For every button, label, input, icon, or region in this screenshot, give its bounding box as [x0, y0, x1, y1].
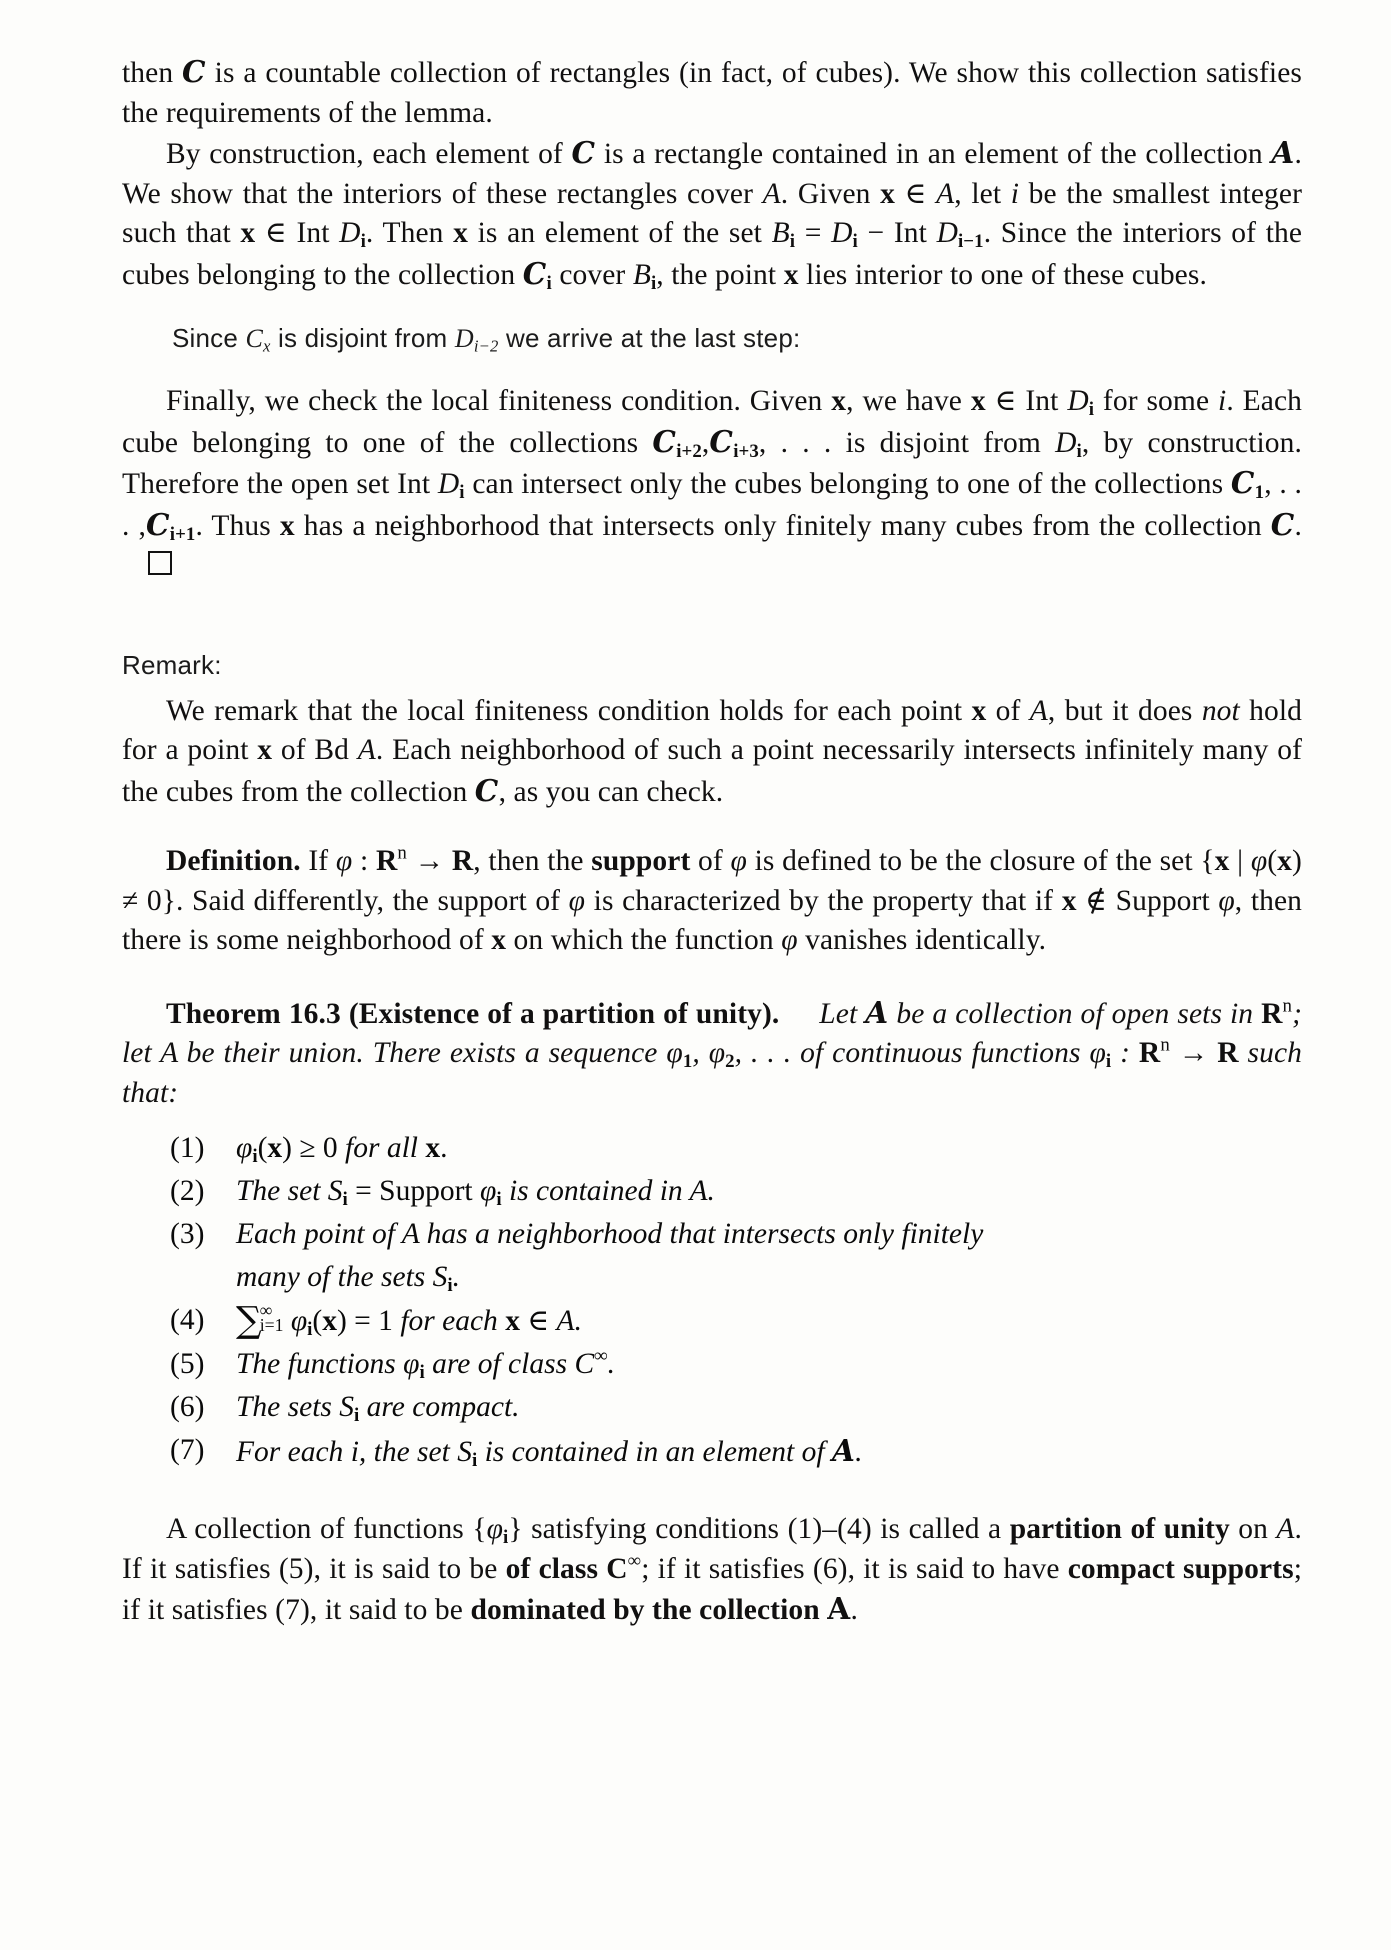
script-c-symbol: C — [145, 506, 170, 542]
vector-x: x — [257, 734, 273, 766]
p2-s10: is an element of the set — [468, 217, 772, 249]
sub-i: i — [1076, 440, 1082, 462]
vector-x: x — [971, 694, 987, 727]
period: . — [607, 1348, 615, 1380]
phi-symbol: φ — [708, 1037, 726, 1069]
var-a: A — [357, 734, 376, 766]
sub-i: i — [360, 230, 366, 252]
condition-2 — [170, 1170, 1302, 1213]
phi-symbol: φ — [486, 1513, 504, 1545]
sub-i: i — [1105, 1050, 1112, 1072]
var-a: A — [556, 1305, 575, 1337]
condition-3 — [170, 1213, 1302, 1299]
var-s: S — [432, 1261, 448, 1293]
vector-x: x — [831, 385, 847, 417]
thm-s6: , . . . of continuous functions — [734, 1037, 1090, 1069]
vector-x: x — [491, 924, 507, 956]
thm-s8: such that: — [122, 1037, 1303, 1109]
sup-n: n — [397, 842, 407, 864]
summation-limits — [260, 1302, 284, 1334]
sub-i: i — [459, 481, 465, 503]
sub-i: i — [789, 230, 796, 252]
p3-s8: can intersect only the cubes belonging to one of the collections — [464, 468, 1231, 500]
script-a-symbol: A — [865, 994, 889, 1030]
var-b: B — [632, 258, 651, 291]
thm-s2: be a collection of open sets in — [888, 997, 1262, 1030]
condition-number: (4) — [170, 1304, 205, 1336]
for-all-text: for all — [345, 1132, 418, 1164]
equals: = — [347, 1175, 380, 1207]
sub-i: i — [546, 272, 552, 294]
text-column — [122, 52, 1302, 1631]
phi-symbol: φ — [730, 845, 747, 877]
p2-s6: , let — [954, 177, 1011, 210]
sup-n: n — [1160, 1034, 1170, 1056]
theorem-gap — [779, 998, 819, 1030]
sub-i: i — [252, 1145, 258, 1167]
condition-number: (2) — [170, 1175, 205, 1207]
script-c-symbol: C — [709, 423, 734, 459]
annot-script-c: C — [245, 324, 264, 353]
condition-number: (1) — [170, 1132, 205, 1164]
paragraph-4-remark-body — [122, 692, 1302, 813]
p2-s15: , the point — [656, 258, 784, 291]
def-s12: on which the function — [506, 924, 782, 956]
var-s: S — [457, 1436, 472, 1468]
sub-1: 1 — [1254, 481, 1265, 503]
p4-s7: , as you can check. — [498, 775, 724, 808]
period: . — [574, 1305, 582, 1337]
p2-s5: ∈ — [894, 177, 937, 210]
p3-s9: . Thus — [195, 509, 280, 542]
cond3-line2: many of the sets $S_i$. — [236, 1261, 461, 1296]
conditions-list — [170, 1127, 1302, 1474]
sub-i: i — [342, 1188, 348, 1210]
support-bold: support — [591, 845, 691, 877]
sum-lower-limit: i=1 — [259, 1315, 284, 1335]
condition-1 — [170, 1127, 1302, 1170]
cond2-t2: is contained in — [501, 1175, 690, 1207]
var-s: S — [327, 1175, 343, 1207]
support-word: Support — [379, 1175, 480, 1207]
script-c-symbol: C — [652, 423, 677, 459]
vector-x: x — [783, 258, 799, 291]
cond6-t1: The sets — [236, 1391, 340, 1423]
paragraph-2 — [122, 133, 1302, 295]
sub-i: i — [471, 1449, 478, 1471]
annot1-pre: Since — [172, 323, 246, 353]
reals-symbol: R — [1217, 1037, 1239, 1069]
var-i: i — [1218, 385, 1227, 417]
p3-s6: is disjoint from — [831, 426, 1056, 459]
def-s3: , then the — [473, 845, 592, 877]
sub-i: i — [852, 230, 858, 252]
sum-upper-limit: ∞ — [259, 1300, 273, 1321]
condition-7 — [170, 1429, 1302, 1474]
thm-arrow: → — [1169, 1037, 1218, 1069]
partition-of-unity-bold: partition of unity — [1009, 1513, 1230, 1545]
p4-s5: of Bd — [272, 734, 358, 766]
sub-i: i — [354, 1404, 360, 1426]
cond7-t1: For each — [236, 1436, 351, 1468]
p3-s4: for some — [1094, 385, 1219, 417]
cond3-t2: has a neighborhood that intersects only finitely — [419, 1218, 984, 1250]
sub-i: i — [447, 1274, 453, 1296]
p3-comma: , — [701, 426, 710, 459]
def-s11: , then there is some neighborhood of — [122, 884, 1303, 956]
def-s9: is characterized by the property that if — [585, 884, 1062, 917]
condition-number: (6) — [170, 1391, 205, 1423]
p5-s2: } satisfying conditions (1)–(4) is called a — [508, 1513, 1010, 1545]
var-d: D — [1055, 426, 1077, 459]
elem-of: ∈ — [519, 1305, 557, 1337]
sub-i: i — [496, 1188, 502, 1210]
annot1-post: we arrive at the last step: — [498, 323, 801, 353]
vector-x: x — [505, 1305, 520, 1337]
phi-symbol: φ — [568, 884, 586, 917]
var-d: D — [831, 217, 853, 249]
summation-icon: ∑ — [236, 1300, 262, 1341]
sup-infinity: ∞ — [627, 1549, 642, 1571]
vector-x: x — [1214, 845, 1230, 877]
remark-label: Remark: — [122, 649, 222, 680]
thm-s4: be their union. There exists a sequence — [177, 1037, 667, 1069]
sup-n: n — [1282, 994, 1293, 1016]
phi-symbol: φ — [781, 924, 798, 956]
phi-symbol: φ — [236, 1132, 253, 1164]
sub-1: 1 — [682, 1050, 693, 1072]
condition-number: (7) — [170, 1434, 205, 1466]
compact-supports-bold: compact supports — [1067, 1552, 1294, 1585]
sub-i-plus-3: i+3 — [733, 440, 759, 462]
p4-s6: . Each neighborhood of such a point necessarily intersects infinitely many of the cubes from the collection — [122, 734, 1302, 808]
phi-symbol: φ — [1218, 884, 1235, 917]
paragraph-5 — [122, 1510, 1302, 1631]
of-class-bold: of class — [505, 1552, 607, 1585]
phi-symbol: φ — [290, 1305, 308, 1337]
cond6-t2: are compact. — [359, 1391, 520, 1423]
qed-box-icon — [148, 551, 172, 575]
p2-s2: is a rectangle contained in an element of the collection — [595, 138, 1272, 170]
condition-number: (3) — [170, 1218, 205, 1250]
var-d: D — [1067, 385, 1089, 417]
p5-s4: . If it satisfies (5), it is said to be — [122, 1513, 1302, 1585]
sub-i: i — [419, 1361, 425, 1383]
definition-label: Definition. — [166, 845, 301, 877]
sup-infinity: ∞ — [594, 1345, 608, 1367]
p2-s3: . We show that the interiors of these rectangles cover — [122, 138, 1302, 210]
reals-symbol: R — [451, 845, 474, 877]
script-a-symbol: A — [827, 1591, 851, 1626]
annotation-remark-label — [122, 648, 1302, 682]
p3-s3: ∈ Int — [985, 385, 1068, 417]
p3-ellipsis: , . . . — [758, 426, 832, 459]
p1-post: is a countable collection of rectangles (in fact, of cubes). We show this collection satisfies the requirements of the lemma. — [122, 57, 1302, 129]
var-d: D — [437, 468, 460, 500]
vector-x: x — [970, 385, 986, 417]
p3-s7: , by construction. Therefore the open set Int — [122, 426, 1302, 500]
def-s6: | — [1229, 845, 1251, 877]
vector-x: x — [453, 217, 468, 249]
var-i: i — [350, 1436, 359, 1468]
annot-sub-i-minus-2: i−2 — [473, 336, 499, 356]
p3-mid-ellipsis: , . . . , — [122, 468, 1303, 542]
script-c-symbol: C — [571, 135, 596, 170]
script-a-symbol: A — [831, 1433, 856, 1468]
paragraph-1 — [122, 52, 1302, 133]
sub-i: i — [307, 1318, 313, 1340]
vector-x: x — [279, 509, 295, 542]
vector-x: x — [1061, 884, 1077, 917]
p3-s11: . — [1294, 509, 1302, 542]
phi-symbol: φ — [479, 1175, 497, 1207]
emph-not: not — [1201, 694, 1240, 727]
definition-block — [122, 842, 1302, 961]
sub-i: i — [650, 272, 657, 294]
condition-5 — [170, 1343, 1302, 1386]
p2-s9: . Then — [365, 217, 454, 249]
period: . — [707, 1175, 715, 1207]
phi-symbol: φ — [666, 1037, 683, 1069]
def-s10: ∉ Support — [1076, 884, 1219, 917]
var-a: A — [1029, 694, 1048, 727]
annotation-since-line — [172, 321, 1302, 356]
phi-symbol: φ — [403, 1348, 420, 1380]
script-c-symbol: C — [522, 255, 547, 291]
paragraph-3 — [122, 382, 1302, 586]
var-a: A — [689, 1175, 708, 1207]
annot-sub-x: x — [263, 336, 271, 356]
for-each-text: for each — [400, 1305, 498, 1337]
annot-var-d: D — [454, 324, 474, 353]
vector-x: x — [425, 1132, 441, 1164]
theorem-label: Theorem 16.3 (Existence of a partition of unity). — [166, 997, 780, 1030]
thm-s1: Let — [819, 997, 866, 1030]
sub-i-plus-1: i+1 — [169, 523, 196, 545]
p2-s13: . Since the interiors of the cubes belonging to the collection — [122, 217, 1303, 291]
vector-x: x — [880, 177, 895, 210]
condition-6 — [170, 1386, 1302, 1429]
p4-s1: We remark that the local finiteness condition holds for each point — [166, 694, 972, 727]
p3-s5: . Each cube belonging to one of the collections — [122, 385, 1303, 459]
def-s7: ( — [1267, 845, 1278, 877]
def-s13: vanishes identically. — [797, 924, 1047, 956]
reals-symbol: R — [375, 845, 398, 877]
p5-s6: ; if it satisfies (7), it said to be — [122, 1552, 1302, 1626]
annot1-mid: is disjoint from — [270, 323, 455, 353]
var-i: i — [1010, 177, 1020, 210]
cond7-t2: , the set — [358, 1436, 458, 1468]
p3-s1: Finally, we check the local finiteness condition. Given — [166, 385, 832, 417]
reals-symbol: R — [1261, 997, 1283, 1030]
var-c: C — [606, 1552, 628, 1585]
p2-s14: cover — [551, 258, 633, 291]
script-c-symbol: C — [1230, 465, 1255, 500]
var-a: A — [936, 177, 955, 210]
p2-s11: = — [795, 217, 832, 249]
cond5-t1: The functions — [236, 1348, 404, 1380]
var-a: A — [160, 1037, 178, 1069]
equals-one: ) = 1 — [336, 1305, 393, 1337]
p5-s3: on — [1229, 1513, 1277, 1545]
p3-s10: has a neighborhood that intersects only finitely many cubes from the collection — [294, 509, 1271, 542]
def-s1: If — [300, 845, 336, 877]
p2-s16: lies interior to one of these cubes. — [798, 258, 1207, 291]
def-s4: of — [690, 845, 731, 877]
sub-2: 2 — [725, 1050, 735, 1072]
p5-s7: . — [850, 1594, 858, 1626]
sub-i-plus-2: i+2 — [676, 440, 702, 462]
cond2-t1: The set — [236, 1175, 328, 1207]
cond7-t3: is contained in an element of — [477, 1436, 832, 1468]
geq-expr: ) ≥ 0 — [282, 1132, 338, 1164]
script-c-symbol: C — [182, 54, 206, 89]
phi-symbol: φ — [1089, 1037, 1106, 1069]
reals-symbol: R — [1138, 1037, 1161, 1069]
sub-i: i — [503, 1526, 509, 1548]
period: . — [440, 1132, 448, 1164]
dominated-bold: dominated by the collection — [470, 1594, 828, 1626]
cond3-t1: Each point of — [236, 1218, 402, 1250]
script-a-symbol: A — [1271, 135, 1295, 170]
p4-s3: , but it does — [1047, 694, 1202, 727]
p2-s4: . Given — [780, 177, 881, 210]
p4-s4: hold for a point — [122, 694, 1302, 766]
p2-s1: By construction, each element of — [166, 138, 572, 170]
p5-s1: A collection of functions { — [166, 1513, 487, 1545]
var-a: A — [762, 177, 781, 210]
period: . — [855, 1436, 863, 1468]
phi-symbol: φ — [1250, 845, 1268, 877]
def-s8: ) ≠ 0}. Said differently, the support of — [122, 845, 1302, 917]
def-s2: : — [352, 845, 376, 877]
script-c-symbol: C — [474, 772, 499, 808]
vector-x: x — [240, 217, 256, 249]
vector-x: x — [1277, 845, 1293, 877]
paren-open: ( — [312, 1305, 323, 1337]
thm-s5: , — [692, 1037, 709, 1069]
p1-pre: then — [122, 57, 183, 89]
var-a: A — [401, 1218, 420, 1250]
var-b: B — [771, 217, 790, 249]
phi-symbol: φ — [335, 845, 353, 877]
cond5-t2: are of class — [424, 1348, 575, 1380]
vector-x: x — [267, 1132, 283, 1164]
var-d: D — [936, 217, 958, 249]
p5-s5: ; if it satisfies (6), it is said to have — [641, 1552, 1068, 1585]
thm-s3: ; let — [122, 997, 1303, 1069]
theorem-block — [122, 993, 1302, 1114]
def-arrow: → — [406, 845, 452, 877]
var-c: C — [574, 1348, 595, 1380]
p2-s7: be the smallest integer such that — [122, 177, 1302, 249]
script-c-symbol: C — [1270, 506, 1295, 542]
condition-number: (5) — [170, 1348, 205, 1380]
p4-s2: of — [986, 694, 1030, 727]
var-a: A — [1276, 1513, 1295, 1545]
sub-i-minus-1: i−1 — [957, 230, 984, 252]
paren-open: ( — [257, 1132, 268, 1164]
sub-i: i — [1088, 398, 1095, 420]
var-s: S — [339, 1391, 354, 1423]
def-s5: is defined to be the closure of the set { — [746, 845, 1215, 877]
var-d: D — [339, 217, 361, 249]
vector-x: x — [322, 1305, 337, 1337]
condition-4 — [170, 1299, 1302, 1343]
thm-s7: : — [1111, 1037, 1139, 1069]
p2-s12: − Int — [857, 217, 937, 249]
p2-s8: ∈ Int — [255, 217, 340, 249]
p3-s2: , we have — [846, 385, 971, 417]
